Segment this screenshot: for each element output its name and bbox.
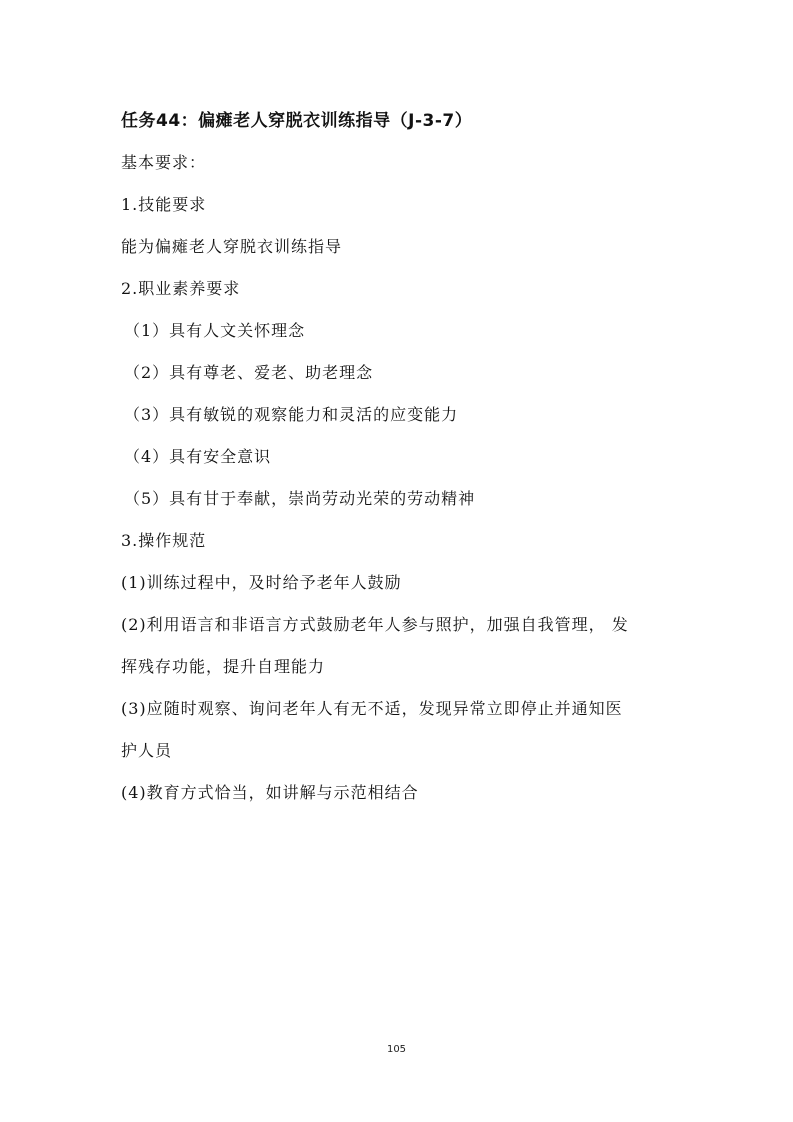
- professional-literacy-item: （3）具有敏锐的观察能力和灵活的应变能力: [124, 405, 459, 424]
- basic-requirements-label: 基本要求：: [121, 153, 207, 172]
- skill-requirements-text: 能为偏瘫老人穿脱衣训练指导: [121, 237, 343, 256]
- operation-standards-line: 护人员: [121, 741, 173, 760]
- operation-standards-line: (3)应随时观察、询问老年人有无不适，发现异常立即停止并通知医: [121, 699, 623, 718]
- professional-literacy-item: （4）具有安全意识: [124, 447, 272, 466]
- professional-literacy-item: （2）具有尊老、爱老、助老理念: [124, 363, 374, 382]
- operation-standards-heading: 3.操作规范: [121, 531, 207, 550]
- task-title: 任务44：偏瘫老人穿脱衣训练指导（J-3-7）: [121, 111, 473, 131]
- page-number: 105: [386, 1044, 407, 1055]
- operation-standards-line: (1)训练过程中，及时给予老年人鼓励: [121, 573, 402, 592]
- operation-standards-line: 挥残存功能，提升自理能力: [121, 657, 326, 676]
- professional-literacy-item: （1）具有人文关怀理念: [124, 321, 306, 340]
- professional-literacy-heading: 2.职业素养要求: [121, 279, 241, 298]
- professional-literacy-item: （5）具有甘于奉献，崇尚劳动光荣的劳动精神: [124, 489, 476, 508]
- operation-standards-line: (4)教育方式恰当，如讲解与示范相结合: [121, 783, 419, 802]
- operation-standards-line: (2)利用语言和非语言方式鼓励老年人参与照护，加强自我管理， 发: [121, 615, 629, 634]
- skill-requirements-heading: 1.技能要求: [121, 195, 207, 214]
